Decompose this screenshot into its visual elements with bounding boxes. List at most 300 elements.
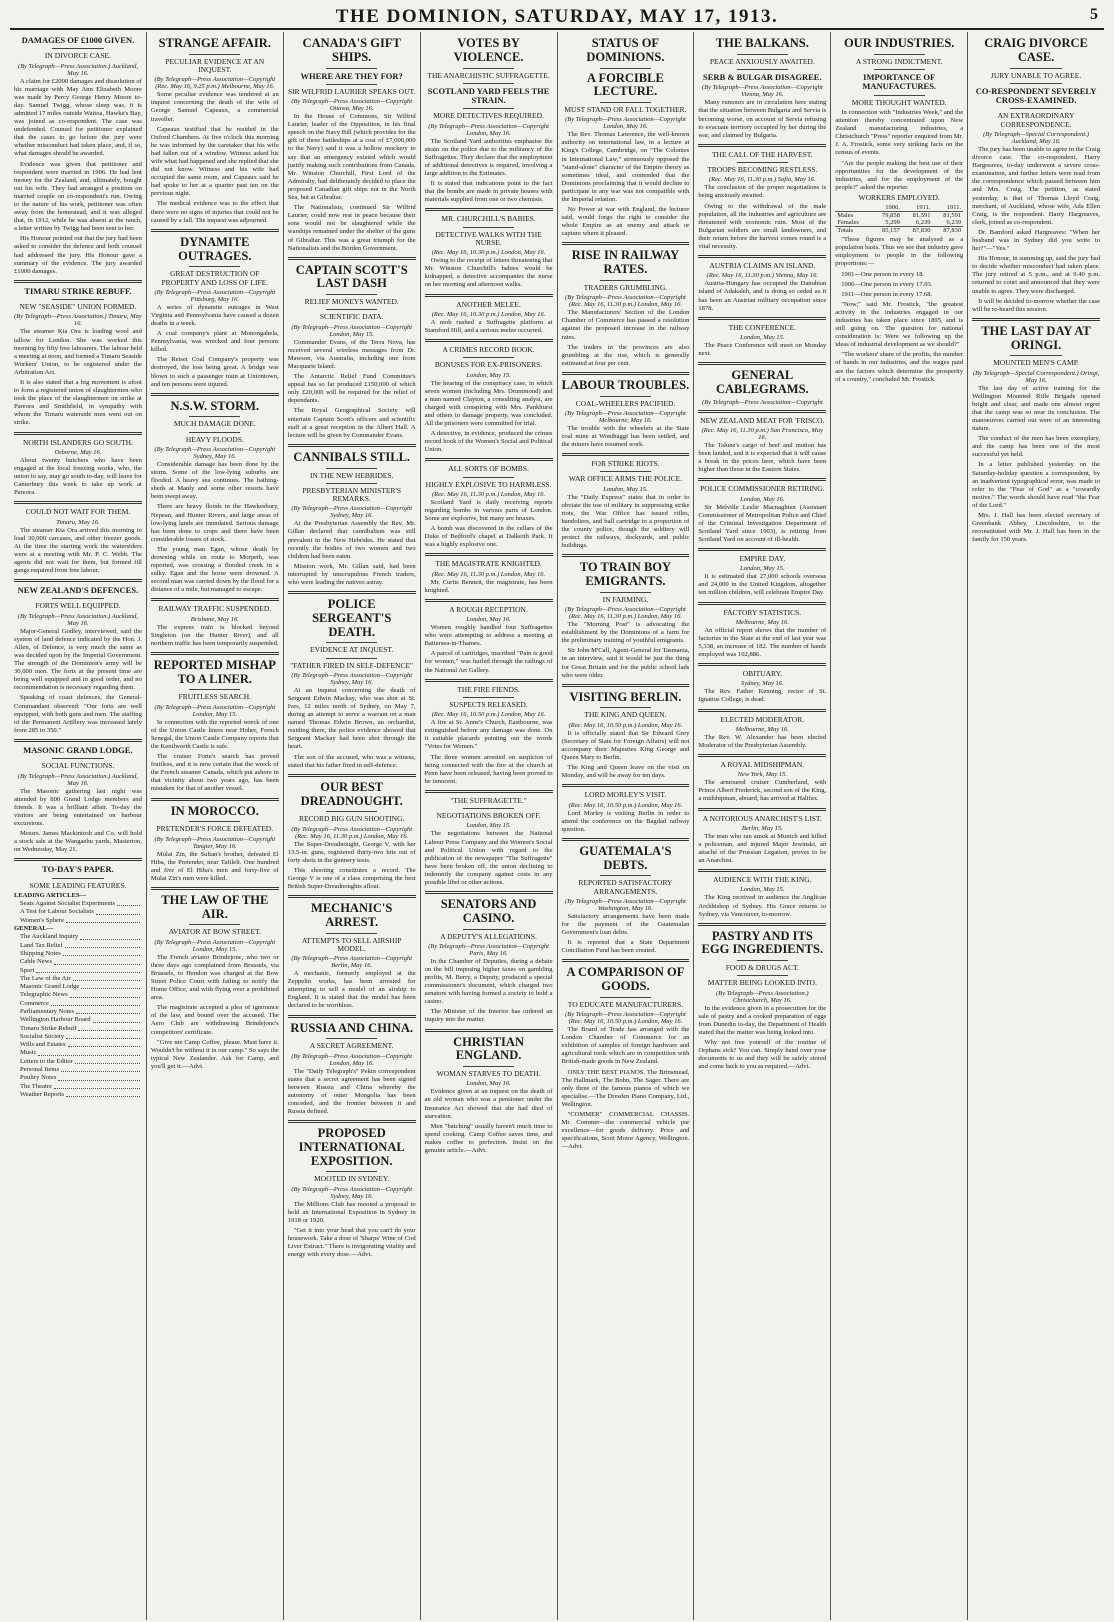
article-headline: VOTES BY VIOLENCE. xyxy=(453,36,524,64)
article-subheading: IMPORTANCE OF MANUFACTURES. xyxy=(862,72,937,92)
features-item xyxy=(14,1016,142,1024)
dateline: (By Telegraph—Press Association.) Auckland, May 16. xyxy=(17,612,138,627)
heading-rule xyxy=(326,933,377,934)
features-item xyxy=(14,1041,142,1049)
article-subheading: ELECTED MODERATOR. xyxy=(720,714,805,724)
workers-table xyxy=(835,204,963,234)
table-cell: 79,858 xyxy=(881,212,900,220)
dateline: (Rec. May 16, 11.30 p.m.) London, May 16. xyxy=(431,570,546,578)
article xyxy=(562,784,690,834)
article-paragraph: The three women arrested on suspicion of being connected with the fire at the church at Penn have been released, having been proved to be innocent. xyxy=(424,753,553,785)
dot-leader xyxy=(73,975,140,981)
dateline: (By Telegraph—Press Association.) Auckland, May 16. xyxy=(17,62,138,77)
article xyxy=(698,478,826,544)
article-paragraph: The Nationalists, continued Sir Wilfrid Laurier, could now rest in peace because their sons would not be slaughtered while the warships remained under the shelter of the guns of Gibraltar. This was a great triumph for the Nationalists and the Borden Government. xyxy=(287,204,416,252)
dateline: (Rec. May 16, 11.30 p.m.) San Francisco, May 16. xyxy=(701,426,823,441)
article-paragraph: The Board of Trade has arranged with the London Chamber of Commerce for an exhibition of samples of foreign hardware and agricultural tools which are in competition with British-made goods in New Zealand. xyxy=(561,1026,690,1066)
table-cell: Totals xyxy=(835,227,871,235)
dateline: (By Telegraph—Press Association—Copyright London, May 16. xyxy=(565,116,686,131)
article-divider xyxy=(151,652,279,655)
article-subheading: SCIENTIFIC DATA. xyxy=(319,312,384,322)
article-paragraph: At the Presbyterian Assembly the Rev. Mr. Gillan declared that cannibalism was still prevalent in the New Hebrides. He stated that recently the bodies of two women and two children had been eaten. xyxy=(287,520,416,560)
features-item-label: Weather Reports xyxy=(20,1090,64,1098)
article-paragraph: Many rumours are in circulation here stating that the situation between Bulgaria and Servia is becoming worse, on account of Servia refusing to evacuate territory occupied by her during the war, and claimed by Bulgaria. xyxy=(698,99,827,139)
heading-rule xyxy=(326,1038,377,1039)
article-paragraph: Mission work, Mr. Gillan said, had been interrupted by unscrupulous French traders, who were leading the natives astray. xyxy=(287,562,416,586)
article-divider xyxy=(288,444,416,447)
article-paragraph: The "Morning Post" is advocating the establishment by the Dominions of a farm for the preliminary training of youthful emigrants. xyxy=(561,621,690,645)
heading-rule xyxy=(1010,108,1061,109)
article-headline: REPORTED MISHAP TO A LINER. xyxy=(153,657,276,686)
dateline: London, May 15. xyxy=(603,485,648,493)
article-subheading: AN EXTRAORDINARY CORRESPONDENCE. xyxy=(997,111,1075,129)
article-divider xyxy=(288,774,416,777)
dateline: Sydney, May 16. xyxy=(741,680,784,688)
article xyxy=(151,887,279,1071)
article-paragraph: In connection with the reported wreck of one of the Union Castle liners near Hoher, French Senegal, the Union Castle Company reports that the Kenilworth Castle is safe. xyxy=(150,718,279,750)
article xyxy=(698,37,826,140)
features-item-label: The Auckland Inquiry xyxy=(20,933,79,941)
heading-rule xyxy=(600,280,651,281)
article-divider xyxy=(425,679,553,682)
dot-leader xyxy=(81,983,140,989)
article-subheading: FORTS WELL EQUIPPED. xyxy=(35,601,121,611)
article-divider xyxy=(562,554,690,557)
heading-rule xyxy=(600,707,651,708)
article-subheading: FACTORY STATISTICS. xyxy=(723,607,802,617)
article-divider xyxy=(14,858,142,861)
article-headline: STRANGE AFFAIR. xyxy=(158,36,271,50)
article-subheading: RELIEF MONEYS WANTED. xyxy=(304,297,399,307)
heading-rule xyxy=(874,54,925,55)
heading-rule xyxy=(600,592,651,593)
article-paragraph: It is stated that indications point to the fact that the bombs are made in private houses with materials supplied from one or two chemists. xyxy=(424,180,553,204)
article-subheading: ANOTHER MELEE. xyxy=(456,299,521,309)
article-headline: STATUS OF DOMINIONS. xyxy=(586,36,665,64)
article-paragraph: A series of dynamite outrages in West Virginia and Pennsylvania have caused a dozen deaths in a week. xyxy=(150,303,279,327)
article-subheading: "FATHER FIRED IN SELF-DEFENCE" xyxy=(290,660,414,670)
dateline: (By Telegraph—Press Association.) Timaru, May 16. xyxy=(14,313,142,328)
article-paragraph: Austria-Hungary has occupied the Danubian island of Adakaleh, and is doing so ceded as it has been an Austrian military occupation since 1878. xyxy=(698,280,827,312)
article xyxy=(698,548,826,598)
heading-rule xyxy=(737,975,788,976)
heading-rule xyxy=(737,960,788,961)
article-paragraph: At an inquest concerning the death of Sergeant Edwin Mackay, who was shot at St. Ives, 12 miles north of Sydney, on May 7, during an attempt to serve a warrant on a man named Thomas Edwin Brown, an orchardist, residing there, the police evidence showed that Sergeant Mackay had been shot through the heart. xyxy=(287,686,416,751)
article-subheading: COULD NOT WAIT FOR THEM. xyxy=(25,507,131,517)
article xyxy=(425,339,553,454)
heading-rule xyxy=(600,68,651,69)
article-paragraph: The French aviator Brindejonc, who two or three days ago complained from Brussels, via Brussels, to Hendon was charged at the Bow Street Police Court with failing to notify the Home Office, and with flying over a prohibited area. xyxy=(150,953,279,1002)
article-subheading: MUCH DAMAGE DONE. xyxy=(173,419,256,429)
dateline: (By Telegraph—Press Association—Copyright (Rec. May 16, 9.25 p.m.) Melbourne, May 16. xyxy=(154,76,276,91)
article-paragraph: No Power at war with England, the lecturer said, would forgo the right to consider the whole Empire as an enemy and attack or capture where it pleased. xyxy=(561,206,690,238)
article-divider xyxy=(288,257,416,260)
features-item xyxy=(14,967,142,975)
article-paragraph: It will be decided to-morrow whether the case will be re-heard this session. xyxy=(972,297,1100,313)
dateline: Brisbane, May 16. xyxy=(190,615,239,623)
article-subheading: MUST STAND OR FALL TOGETHER. xyxy=(564,105,687,114)
article-paragraph: A mechanic, formerly employed at the Zeppelin works, has been arrested for attempting to sell a model of an airship to England. It is stated that the model has been declared to be worthless. xyxy=(287,970,416,1010)
article xyxy=(698,255,826,313)
article-headline: PROPOSED INTERNATIONAL EXPOSITION. xyxy=(298,1126,405,1168)
article xyxy=(698,602,826,660)
article-paragraph: There are heavy floods in the Hawkesbury, Nepean, and Hunter Rivers, and large areas of low-lying lands are inundated. Serious damage has been done to crops and there have been considerable losses of stock. xyxy=(150,503,279,543)
article-headline: VISITING BERLIN. xyxy=(569,689,682,704)
dot-leader xyxy=(93,1016,140,1022)
article xyxy=(425,553,553,594)
features-item xyxy=(14,1008,142,1016)
features-item-label: Parliamentary Notes xyxy=(20,1008,75,1015)
dateline: Melbourne, May 16. xyxy=(735,725,789,733)
article-paragraph: 1911—One person in every 17.68. xyxy=(841,290,933,298)
article-subheading: WHERE ARE THEY FOR? xyxy=(300,70,403,81)
article-paragraph: Lord Morley is visiting Berlin in order to attend the conference on the Bagdad railway question. xyxy=(561,809,690,833)
features-item xyxy=(14,933,142,941)
article xyxy=(14,858,142,1099)
features-item-label: The Theatre xyxy=(20,1082,52,1090)
article-paragraph: "Get it into your head that you can't do your housework. Take a dose of 'Sharps' Wine of Cod Liver Extract." There is invigorating vitality and energy with every dose.—Advt. xyxy=(287,1226,416,1259)
article-headline: CAPTAIN SCOTT'S LAST DASH xyxy=(295,262,408,291)
table-cell: 87,830 xyxy=(902,227,933,235)
article-subheading: MOUNTED MEN'S CAMP. xyxy=(993,358,1079,368)
article-paragraph: The conduct of the men has been exemplary, and the camp has been one of the most successful yet held. xyxy=(972,435,1100,459)
heading-rule xyxy=(52,48,103,49)
article-paragraph: The Masonic gathering last night was attended by 800 Grand Lodge members and friends. It was a brilliant affair. To-day the visitors are being entertained on harbour excursions. xyxy=(14,787,142,827)
article-paragraph: Commander Evans, of the Terra Nova, has received several wireless messages from Dr. Mawson, via Australia, including one from Macquarie Island. xyxy=(287,338,416,370)
heading-rule xyxy=(600,102,651,103)
article-subheading: GREAT DESTRUCTION OF PROPERTY AND LOSS OF LIFE. xyxy=(161,269,269,287)
column-4 xyxy=(421,32,558,1620)
heading-rule xyxy=(874,69,925,70)
article-divider xyxy=(425,1029,553,1032)
table-cell: 6,239 xyxy=(915,219,931,227)
article-paragraph: It is also stated that a big movement is afoot to form a registered union of slaughtermen who took the place of the slaughtermen on strike at Pareora and Smithfield, in sympathy with whom the Timaru waterside men went out on strike. xyxy=(14,379,142,427)
features-item-label: Timaru Strike Rebuff xyxy=(20,1024,77,1032)
features-item-label: Telegraphic News xyxy=(20,991,68,999)
article-subheading: AUDIENCE WITH THE KING. xyxy=(713,875,812,885)
features-item xyxy=(14,1025,142,1033)
article-subheading: SUSPECTS RELEASED. xyxy=(449,699,528,709)
article-paragraph: This shooting constitutes a record. The George V is one of a class comprising the best British Super-Dreadnoughts afloat. xyxy=(287,866,416,890)
article xyxy=(425,790,553,887)
article xyxy=(14,280,142,428)
article xyxy=(288,591,416,770)
dateline: (By Telegraph—Press Association.) Christchurch, May 16. xyxy=(716,989,809,1004)
article-headline: RUSSIA AND CHINA. xyxy=(290,1020,413,1035)
dateline: London, May 15. xyxy=(740,333,785,341)
dateline: (By Telegraph—Press Association—Copyright (Rec. May 16, 11.30 p.m.) London, May 16. xyxy=(565,606,686,621)
article xyxy=(151,393,279,595)
article-subheading: A STRONG INDICTMENT. xyxy=(855,56,943,66)
article-subheading: A CRIMES RECORD BOOK. xyxy=(442,345,535,354)
column-2 xyxy=(147,32,284,1620)
dateline: London, May 16. xyxy=(466,616,511,624)
dateline: (By Telegraph—Press Association—Copyright Vienna, May 16. xyxy=(701,84,823,99)
article xyxy=(425,294,553,335)
article-divider xyxy=(698,602,826,605)
article-subheading: MOOTED IN SYDNEY. xyxy=(314,1174,390,1184)
dateline: (Rec. May 16, 11.30 p.m.) Sofia, May 16. xyxy=(708,176,816,184)
dateline: (Rec. May 16, 10.50 p.m.) London, May 16. xyxy=(568,801,683,809)
article-paragraph: The Manufacturers' Section of the London Chamber of Commerce has passed a resolution against the proposed increase in the railway rates. xyxy=(561,309,690,341)
features-item xyxy=(14,1000,142,1008)
article-subheading: A NOTORIOUS ANARCHIST'S LIST. xyxy=(702,813,822,823)
dateline: London, May 15. xyxy=(466,822,511,830)
article-paragraph: Considerable damage has been done by the storm. Some of the low-lying suburbs are flooded. A heavy sea continues. The bathing-sheds at Manly and some other resorts have been swept away. xyxy=(150,460,279,501)
article-divider xyxy=(698,709,826,712)
dateline: London, May 15. xyxy=(466,371,511,379)
heading-rule xyxy=(463,929,514,930)
article-paragraph: In the evidence given in a prosecution for the sale of pastry and a cooked preparation of eggs from Dunedin to-day, the Department of Health stated that the matter was being looked into. xyxy=(698,1004,827,1036)
article xyxy=(698,144,826,251)
article-subheading: THE MAGISTRATE KNIGHTED. xyxy=(435,559,542,569)
article xyxy=(151,598,279,648)
dot-leader xyxy=(96,908,140,914)
article-paragraph: The jury has been unable to agree in the Craig divorce case. The co-respondent, Harry Hargreaves, to-day underwent a severe cross-examination, and further letters were read from the correspondence which passed between him and Mrs. Craig. The petition, as stated yesterday, is that of Thomas Lloyd Craig, merchant, of Auckland, whose wife, Ada Ellen Craig, is the respondent. Harry Hargreaves, clerk, joined as co-respondent. xyxy=(972,145,1100,226)
article-subheading: EMPIRE DAY. xyxy=(739,553,786,563)
dateline: London, May 16. xyxy=(466,1080,511,1088)
article-headline: OUR BEST DREADNOUGHT. xyxy=(300,779,403,808)
heading-rule xyxy=(189,689,240,690)
article xyxy=(425,891,553,1025)
features-item-label: Wellington Harbour Board xyxy=(20,1016,91,1024)
dateline: (Rec. May 16, 10.50 p.m.) London, May 16. xyxy=(568,721,683,729)
article-divider xyxy=(562,372,690,375)
article-paragraph: Messrs. James Mackintosh and Co. will hold a stock sale at the Wangaehu yards, Masterton, on Wednesday, May 21. xyxy=(14,829,142,854)
features-item-label: Women's Sphere xyxy=(20,916,65,924)
features-item-label: The Law of the Air xyxy=(20,974,71,982)
dateline: (By Telegraph—Press Association.) Auckland, May 16. xyxy=(17,772,138,787)
article-subheading: POLICE COMMISSIONER RETIRING. xyxy=(700,484,825,494)
article-paragraph: The trouble with the wheelers at the State coal mine at Wonthaggi has been settled, and the miners have resumed work. xyxy=(561,424,690,449)
article xyxy=(288,1120,416,1259)
article-headline: THE BALKANS. xyxy=(715,36,809,50)
article-subheading: RECORD BIG GUN SHOOTING. xyxy=(298,814,405,824)
dot-leader xyxy=(54,958,140,964)
article xyxy=(562,242,690,367)
article xyxy=(288,257,416,440)
article-headline: SENATORS AND CASINO. xyxy=(440,897,537,925)
dateline: (Rec. May 16, 11.30 p.m.) Vienna, May 16. xyxy=(706,272,818,280)
article-subheading: WOMAN STARVES TO DEATH. xyxy=(436,1069,541,1079)
article-subheading: THE CALL OF THE HARVEST. xyxy=(711,149,813,159)
dateline: (By Telegraph—Press Association—Copyright London, May 16. xyxy=(428,122,549,137)
dateline: (By Telegraph—Press Association—Copyright Sydney, May 16. xyxy=(291,505,413,520)
article-paragraph: A claim for £2000 damages and dissolution of his marriage with May Ann Elizabeth Moore was made by Percy George Henry Moore to-day. Samuel Twigg, whose sleep was, it is admitted 17 miles outside Waitoa, Hawke's Bay, was joined as co-respondent. The case was undefended. Counsel for petitioner explained that the cases to go before the jury were whether misconduct had taken place, and, if so, what damages should be awarded. xyxy=(14,77,142,158)
article-divider xyxy=(698,410,826,413)
heading-rule xyxy=(52,758,103,759)
table-row xyxy=(835,212,963,220)
dot-leader xyxy=(66,1033,140,1039)
article-paragraph: Mulai Zin, the Sultan's brother, defeated El Hiba, the Pretender, near Tafilelt. One hundred and five of El Hiba's men and forty-five of Mulai Zin's men were killed. xyxy=(150,850,279,882)
article-subheading: RAILWAY TRAFFIC SUSPENDED. xyxy=(158,604,272,614)
article-subheading: WAR OFFICE ARMS THE POLICE. xyxy=(568,474,683,484)
article-paragraph: The Rev. W. Alexander has been elected Moderator of the Presbyterian Assembly. xyxy=(698,733,827,749)
article-subheading: REPORTED SATISFACTORY ARRANGEMENTS. xyxy=(578,878,673,896)
features-item-label: Personal Items xyxy=(20,1066,60,1074)
article xyxy=(562,453,690,550)
features-item-label: Poultry Notes xyxy=(20,1074,57,1082)
article-subheading: HEAVY FLOODS. xyxy=(185,434,244,444)
dot-leader xyxy=(70,991,140,997)
article-divider xyxy=(288,591,416,594)
article xyxy=(151,798,279,883)
features-item-label: Seats Against Socialist Experiments xyxy=(20,900,116,908)
article-paragraph: The Rev. Father Kenning, rector of St. Ignatius College, is dead. xyxy=(698,688,827,704)
article-subheading: NEGOTIATIONS BROKEN OFF. xyxy=(436,811,541,821)
article-paragraph: "Give me Camp Coffee, please. Must have it. Wouldn't be without it in our camp." So says the typical New Zealander. Ask for Camp, and you'll get it.—Advt. xyxy=(150,1038,279,1070)
article-subheading: MORE THOUGHT WANTED. xyxy=(851,97,947,107)
article-subheading: THE CONFERENCE. xyxy=(728,322,797,332)
article-paragraph: Mrs. J. Hall has been elected secretary of Greenbank Abbey, Lincolnshire, to the reconstituted with Mr. J. Hall has been in the family for 150 years. xyxy=(972,511,1100,544)
heading-rule xyxy=(463,227,514,228)
article xyxy=(14,432,142,498)
article-subheading: IN THE NEW HEBRIDES. xyxy=(309,470,394,480)
features-item-label: Letters to the Editor xyxy=(20,1057,73,1065)
article-divider xyxy=(562,684,690,687)
article-divider xyxy=(288,895,416,898)
article-subheading: TO EDUCATE MANUFACTURERS. xyxy=(567,999,684,1009)
article xyxy=(151,652,279,794)
features-item xyxy=(14,950,142,958)
dateline: (By Telegraph—Press Association—Copyright Melbourne, May 16. xyxy=(565,409,686,424)
article-paragraph: Women roughly handled four Suffragettes who were attempting to address a meeting at Battersea-in-Thames. xyxy=(424,624,553,648)
article-paragraph: The conclusion of the proper negotiations is being anxiously awaited. xyxy=(698,184,827,200)
article xyxy=(14,739,142,854)
article-paragraph: The King received in audience the Anglican Archbishop of Sydney. His Grace returns to Sydney, via Vancouver, to-morrow. xyxy=(698,894,827,918)
article xyxy=(562,838,690,955)
dot-leader xyxy=(65,942,140,948)
article-paragraph: In the House of Commons, Sir Wilfrid Laurier, leader of the Opposition, in his final speech on the Navy Bill (which provides for the gift of three battleships at a cost of £7,000,000 to the Navy) said it was a hollow mockery to say that an emergency existed which would justify making such contributions from Canada. Mr. Winston Churchill, First Lord of the Admiralty, had deliberately decided to place the proposed Canadian gift ships not in the North Sea, but at Gibraltar. xyxy=(287,113,416,202)
heading-rule xyxy=(463,808,514,809)
article-divider xyxy=(698,869,826,872)
heading-rule xyxy=(326,811,377,812)
dot-leader xyxy=(61,1066,140,1072)
heading-rule xyxy=(600,471,651,472)
heading-rule xyxy=(52,299,103,300)
features-item-label: Sport xyxy=(20,966,35,974)
article-subheading: CO-RESPONDENT SEVERELY CROSS-EXAMINED. xyxy=(975,85,1097,106)
table-row xyxy=(835,219,963,227)
article-divider xyxy=(425,891,553,894)
heading-rule xyxy=(326,84,377,85)
features-item-label: Commerce xyxy=(20,999,49,1007)
dateline: (By Telegraph—Press Association—Copyright Pittsburg, May 16. xyxy=(154,288,276,303)
article-paragraph: Sir John M'Call, Agent-General for Tasmania, in an interview, said it would be just the thing for Great Britain and for the public school lads who were older. xyxy=(561,647,690,679)
heading-rule xyxy=(189,821,240,822)
article-paragraph: Evidence was given that petitioner and respondent were married in 1906. He had lent money for the Zealand, and, ultimately, bought out his wife. They had arranged a position on married couple on co-respondent's run. Owing to the nature of his work, petitioner was often away from the homestead, and it was alleged that, in 1912, while he was absent at the ranch, a letter written by Twigg had been sent to her. xyxy=(14,160,142,233)
features-item xyxy=(14,1033,142,1041)
article-headline: RISE IN RAILWAY RATES. xyxy=(571,248,680,277)
article-divider xyxy=(562,453,690,456)
article-headline: PASTRY AND ITS EGG INGREDIENTS. xyxy=(701,928,824,957)
features-item xyxy=(14,975,142,983)
article xyxy=(425,599,553,675)
dateline: (By Telegraph—Special Correspondent.) Oringi, May 16. xyxy=(972,369,1100,384)
dateline: (By Telegraph—Press Association—Copyright Sydney, May 16. xyxy=(291,1185,413,1200)
article-paragraph: The young man Egan, whose death by drowning while en route to Morpeth, was reported, was crossing a flooded creek in a sulky. Egan and the horse were drowned. A second man was carried down by the flood for a distance of a mile, but managed to escape. xyxy=(150,545,279,594)
columns xyxy=(10,32,1104,1620)
table-cell: 81,591 xyxy=(943,212,962,220)
article-divider xyxy=(698,478,826,481)
dot-leader xyxy=(66,917,140,923)
features-item-label: Shipping Notes xyxy=(20,949,61,957)
heading-rule xyxy=(1010,83,1061,84)
article-divider xyxy=(425,339,553,342)
article xyxy=(288,1015,416,1117)
article-subheading: MORE DETECTIVES REQUIRED. xyxy=(433,111,544,121)
heading-rule xyxy=(737,162,788,163)
article-paragraph: The Super-Dreadnought, George V, with her 13.5-in. guns, registered thirty-two hits out of forty shots in the gunnery tests. xyxy=(287,840,416,864)
article-headline: CANADA'S GIFT SHIPS. xyxy=(302,36,401,64)
article-paragraph: 1901—One person in every 18. xyxy=(841,270,925,278)
article-subheading: ATTEMPTS TO SELL AIRSHIP MODEL. xyxy=(301,935,402,953)
article xyxy=(698,362,826,406)
article-paragraph: The hearing of the conspiracy case, in which seven women (including Mrs. Drummond) and a man named Clayton, a consulting analyst, are charged with conspiring with Mrs. Pankhurst and others to damage property, was concluded. All the prisoners were committed for trial. xyxy=(424,379,553,427)
article-divider xyxy=(698,808,826,811)
column-5 xyxy=(558,32,695,1620)
article xyxy=(972,318,1100,545)
article-divider xyxy=(425,294,553,297)
article xyxy=(698,808,826,866)
dateline: (By Telegraph—Press Association—Copyright Berlin, May 16. xyxy=(291,955,413,970)
heading-rule xyxy=(326,468,377,469)
article-headline: CRAIG DIVORCE CASE. xyxy=(984,36,1088,64)
article-paragraph: The man who ran amok at Munich and killed a policeman, and injured Major Jewinski, an attaché of the Prussian Legation, proves to be an Anarchist. xyxy=(698,832,827,865)
heading-rule xyxy=(326,642,377,643)
article-subheading: SOCIAL FUNCTIONS. xyxy=(41,761,115,771)
article-paragraph: The Rev. Thomas Lawrence, the well-known authority on international law, in a lecture at King's College, Cambridge, on "The Colonies in International Law," strenuously opposed the "stand-alone" character of the Empire theory as sometimes ideal, and contended that the Dominions proclaiming that it would decline to participate in any war was not compatible with the Imperial relation. xyxy=(561,131,690,203)
heading-rule xyxy=(326,483,377,484)
features-item xyxy=(14,1083,142,1091)
article-subheading: NEW ZEALAND MEAT FOR 'FRISCO. xyxy=(700,415,825,425)
article xyxy=(425,679,553,786)
heading-rule xyxy=(1010,355,1061,356)
article-paragraph: The traders in the provinces are also grumbling at the rise, which is generally estimated at four per cent. xyxy=(561,343,690,367)
article-subheading: FOOD & DRUGS ACT. xyxy=(725,963,799,973)
article-subheading: MASONIC GRAND LODGE. xyxy=(23,744,133,755)
article-headline: GENERAL CABLEGRAMS. xyxy=(715,368,809,396)
article-paragraph: The Reiset Coal Company's property was destroyed, the loss being great. A bridge was blown to such a passenger train at Uniontown, and ten persons were injured. xyxy=(150,356,279,388)
column-8 xyxy=(968,32,1104,1620)
table-cell: 6,239 xyxy=(946,219,962,227)
article-divider xyxy=(698,317,826,320)
article xyxy=(698,923,826,1072)
dateline: London, May 16. xyxy=(740,495,785,503)
heading-rule xyxy=(52,878,103,879)
article-subheading: "THE SUFFRAGETTE." xyxy=(450,795,527,805)
article xyxy=(562,37,690,238)
article xyxy=(698,709,826,750)
dateline: London, May 15. xyxy=(740,565,785,573)
article-paragraph: The Millions Club has mooted a proposal to hold an International Exposition in Sydney in 1918 or 1920. xyxy=(287,1200,416,1224)
article-subheading: NEW ZEALAND'S DEFENCES. xyxy=(17,585,139,596)
article-headline: A COMPARISON OF GOODS. xyxy=(566,965,685,994)
article-paragraph: The "Daily Express" states that in order to obviate the use of military in suppressing strike riots, the War Office has issued rifles, bandoliers, and ball cartridge to a proportion of the county police, though the soldiery will protect the railways, dockyards, and public buildings. xyxy=(561,493,690,550)
dot-leader xyxy=(117,900,140,906)
article-headline: A FORCIBLE LECTURE. xyxy=(587,70,664,99)
article-subheading: IN DIVORCE CASE. xyxy=(44,51,111,61)
article-divider xyxy=(425,790,553,793)
article-divider xyxy=(425,599,553,602)
features-item xyxy=(14,942,142,950)
article-paragraph: The Scotland Yard authorities emphasise the strain on the police due to the militancy of the Suffragettes. They declare that the employment of additional detectives is required, involving a large addition to the Estimates. xyxy=(424,137,553,178)
article-subheading: OBITUARY. xyxy=(742,669,782,679)
article xyxy=(151,37,279,225)
features-item-label: Land Tax Relief xyxy=(20,941,63,949)
dot-leader xyxy=(76,1008,140,1014)
features-item xyxy=(14,1066,142,1074)
